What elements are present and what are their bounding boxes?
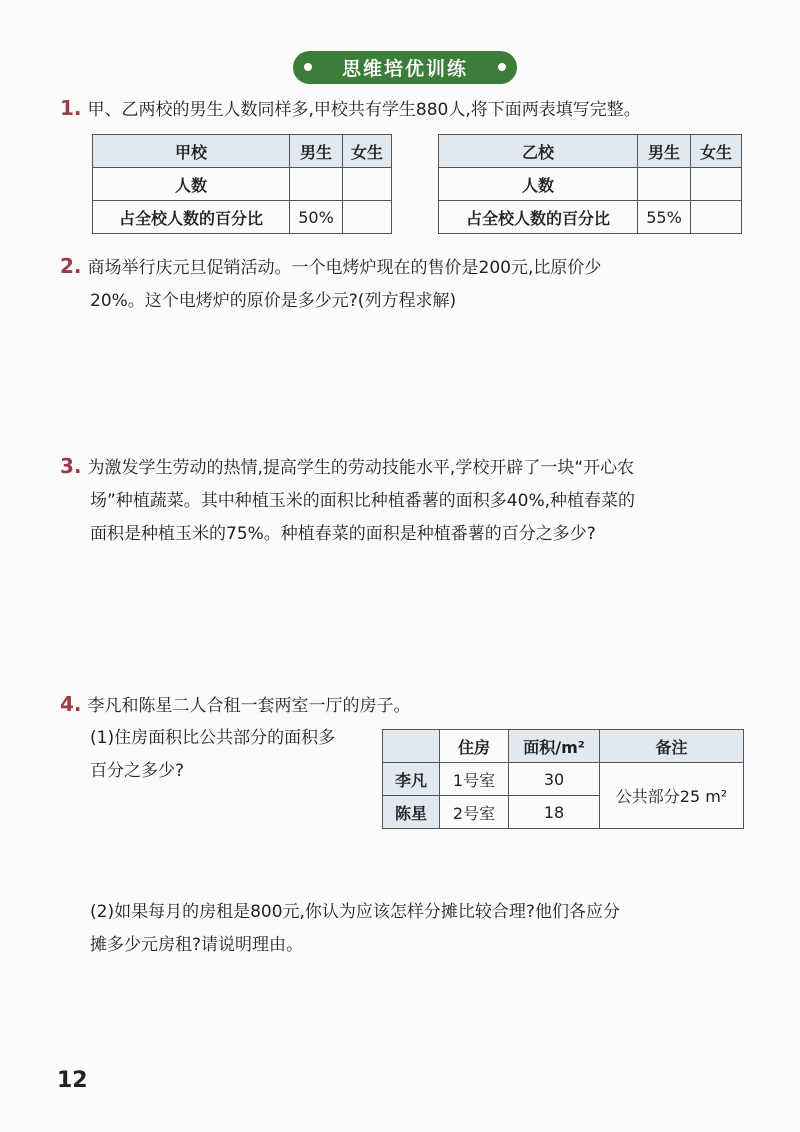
boys-count-cell xyxy=(290,168,343,201)
area-cell: 18 xyxy=(509,796,600,829)
row-label-percent: 占全校人数的百分比 xyxy=(439,201,638,234)
boys-percent-cell: 55% xyxy=(638,201,691,234)
header-room: 住房 xyxy=(440,730,509,763)
header-school: 甲校 xyxy=(93,135,290,168)
question-1 xyxy=(60,92,641,127)
row-label-percent: 占全校人数的百分比 xyxy=(93,201,290,234)
header-boys: 男生 xyxy=(290,135,343,168)
room-cell: 2号室 xyxy=(440,796,509,829)
housing-table xyxy=(382,729,744,829)
header-note: 备注 xyxy=(600,730,744,763)
boys-percent-cell: 50% xyxy=(290,201,343,234)
school-b-table xyxy=(438,134,742,234)
banner-title: 思维培优训练 xyxy=(341,58,468,80)
header-empty xyxy=(383,730,440,763)
question-text: 甲、乙两校的男生人数同样多,甲校共有学生880人,将下面两表填写完整。 xyxy=(87,100,641,120)
area-cell: 30 xyxy=(509,763,600,796)
question-4 xyxy=(60,688,411,723)
girls-percent-cell xyxy=(691,201,742,234)
page-number: 12 xyxy=(57,1068,88,1093)
boys-count-cell xyxy=(638,168,691,201)
row-label-count: 人数 xyxy=(439,168,638,201)
question-line: (1)住房面积比公共部分的面积多 xyxy=(90,728,336,748)
note-cell: 公共部分25 m² xyxy=(600,763,744,829)
question-number: 2. xyxy=(60,254,82,278)
question-2 xyxy=(60,250,601,318)
question-line: 为激发学生劳动的热情,提高学生的劳动技能水平,学校开辟了一块“开心农 xyxy=(87,458,635,478)
section-banner xyxy=(293,51,517,84)
question-line: 场”种植蔬菜。其中种植玉米的面积比种植番薯的面积多40%,种植春菜的 xyxy=(90,491,635,511)
question-4-part-2 xyxy=(90,896,620,962)
question-line: 百分之多少? xyxy=(90,761,185,781)
question-4-part-1 xyxy=(90,722,335,788)
header-boys: 男生 xyxy=(638,135,691,168)
room-cell: 1号室 xyxy=(440,763,509,796)
question-number: 1. xyxy=(60,96,82,120)
header-girls: 女生 xyxy=(343,135,392,168)
question-line: 商场举行庆元旦促销活动。一个电烤炉现在的售价是200元,比原价少 xyxy=(87,258,602,278)
girls-count-cell xyxy=(691,168,742,201)
question-text: 李凡和陈星二人合租一套两室一厅的房子。 xyxy=(87,696,411,716)
question-line: 20%。这个电烤炉的原价是多少元?(列方程求解) xyxy=(90,291,457,311)
row-label-count: 人数 xyxy=(93,168,290,201)
banner-dot-right xyxy=(498,63,506,71)
school-a-table xyxy=(92,134,392,234)
girls-percent-cell xyxy=(343,201,392,234)
person-name: 李凡 xyxy=(383,763,440,796)
girls-count-cell xyxy=(343,168,392,201)
question-line: 摊多少元房租?请说明理由。 xyxy=(90,935,304,955)
header-area: 面积/m² xyxy=(509,730,600,763)
question-line: 面积是种植玉米的75%。种植春菜的面积是种植番薯的百分之多少? xyxy=(90,524,596,544)
question-line: (2)如果每月的房租是800元,你认为应该怎样分摊比较合理?他们各应分 xyxy=(90,902,620,922)
question-number: 4. xyxy=(60,692,82,716)
question-number: 3. xyxy=(60,454,82,478)
person-name: 陈星 xyxy=(383,796,440,829)
banner-dot-left xyxy=(304,63,312,71)
question-3 xyxy=(60,450,635,551)
header-girls: 女生 xyxy=(691,135,742,168)
header-school: 乙校 xyxy=(439,135,638,168)
